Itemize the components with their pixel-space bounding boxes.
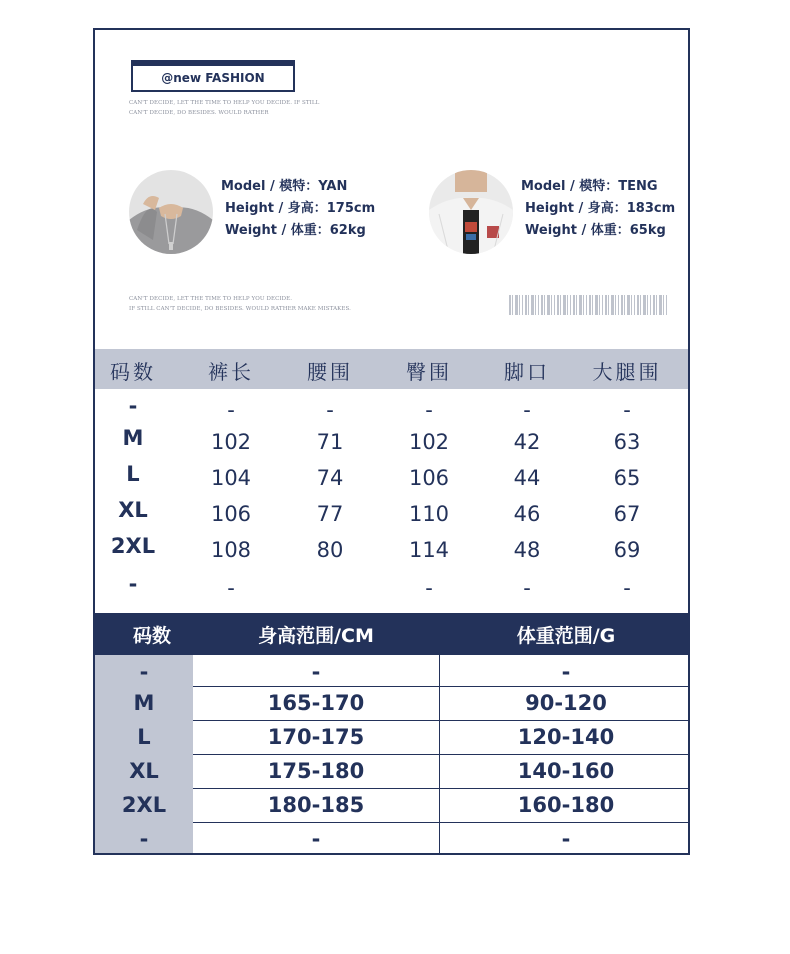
fit-row-divider	[193, 720, 690, 721]
fit-cell: 2XL	[121, 793, 167, 817]
model-height-yan: Height / 身高：175cm	[225, 201, 376, 216]
size-cell: 104	[210, 466, 252, 490]
tagline-top-line-2: CAN'T DECIDE, DO BESIDES. WOULD RATHER	[129, 110, 269, 116]
tagline-bottom	[129, 294, 351, 314]
size-cell: 42	[513, 430, 541, 454]
model-photo-yan	[129, 170, 213, 254]
fit-row-divider	[193, 822, 690, 823]
fit-header-height: 身高范围/CM	[258, 625, 374, 647]
size-chart-card	[93, 28, 690, 855]
size-cell: -	[623, 576, 631, 600]
fit-cell: 90-120	[525, 691, 607, 715]
size-cell: 71	[316, 430, 344, 454]
fit-cell: -	[561, 827, 571, 851]
fit-row-divider	[193, 754, 690, 755]
size-cell: 44	[513, 466, 541, 490]
brand-name: @new FASHION	[161, 71, 265, 85]
tagline-bottom-line-2: IF STILL CAN'T DECIDE, DO BESIDES. WOULD RATHER MAKE MISTAKES.	[129, 306, 352, 312]
model-photo-teng-image	[429, 170, 513, 254]
fit-cell: 170-175	[267, 725, 365, 749]
model-photo-teng	[429, 170, 513, 254]
size-cell: -	[326, 398, 334, 422]
tagline-top-line-1: CAN'T DECIDE, LET THE TIME TO HELP YOU DECIDE. IF STILL	[129, 100, 320, 106]
size-cell: 110	[408, 502, 450, 526]
model-card-yan	[129, 170, 375, 254]
fit-header-weight: 体重范围/G	[516, 625, 616, 647]
size-cell: 48	[513, 538, 541, 562]
size-cell: -	[425, 398, 433, 422]
size-cell: 2XL	[110, 534, 156, 558]
model-photo-yan-image	[129, 170, 213, 254]
size-header-length: 裤长	[208, 360, 254, 384]
size-cell: -	[227, 398, 235, 422]
model-height-teng: Height / 身高：183cm	[525, 201, 676, 216]
fit-cell: L	[137, 725, 151, 749]
size-cell: 65	[613, 466, 641, 490]
size-cell: 102	[408, 430, 450, 454]
fit-cell: -	[561, 660, 571, 684]
size-cell: 114	[408, 538, 450, 562]
fit-cell: 175-180	[267, 759, 365, 783]
model-name-yan: Model / 模特：YAN	[221, 179, 348, 194]
fit-cell: -	[311, 827, 321, 851]
size-cell: -	[128, 394, 138, 418]
size-cell: -	[128, 572, 138, 596]
size-cell: 69	[613, 538, 641, 562]
fit-cell: 120-140	[517, 725, 615, 749]
size-header-thigh: 大腿围	[592, 360, 662, 384]
size-header-waist: 腰围	[307, 360, 353, 384]
size-cell: 67	[613, 502, 641, 526]
size-cell: XL	[118, 498, 148, 522]
size-cell: 106	[408, 466, 450, 490]
size-cell: M	[122, 426, 144, 450]
fit-cell: XL	[129, 759, 159, 783]
size-header-leg-opening: 脚口	[504, 360, 550, 384]
size-cell: 102	[210, 430, 252, 454]
model-info-yan	[221, 176, 375, 242]
barcode	[509, 295, 667, 315]
size-cell: -	[523, 398, 531, 422]
fit-row-divider	[193, 686, 690, 687]
size-cell: 106	[210, 502, 252, 526]
model-weight-yan: Weight / 体重：62kg	[225, 223, 366, 238]
size-cell: -	[623, 398, 631, 422]
size-header-size: 码数	[110, 360, 156, 384]
fit-header-size: 码数	[132, 625, 171, 647]
fit-cell: 165-170	[267, 691, 365, 715]
fit-cell: 180-185	[267, 793, 365, 817]
size-cell: -	[425, 576, 433, 600]
size-cell: 63	[613, 430, 641, 454]
size-cell: 108	[210, 538, 252, 562]
tagline-bottom-line-1: CAN'T DECIDE, LET THE TIME TO HELP YOU DECIDE.	[129, 296, 293, 302]
size-cell: L	[126, 462, 140, 486]
size-cell: 46	[513, 502, 541, 526]
fit-cell: -	[311, 660, 321, 684]
brand-logo	[131, 64, 295, 92]
fit-cell: M	[133, 691, 155, 715]
fit-cell: 160-180	[517, 793, 615, 817]
fit-cell: -	[139, 827, 149, 851]
model-card-teng	[429, 170, 675, 254]
size-cell: -	[227, 576, 235, 600]
size-cell: 74	[316, 466, 344, 490]
model-info-teng	[521, 176, 675, 242]
fit-cell: 140-160	[517, 759, 615, 783]
fit-cell: -	[139, 660, 149, 684]
tagline-top	[129, 98, 319, 118]
model-name-teng: Model / 模特：TENG	[521, 179, 658, 194]
size-header-hip: 臀围	[406, 360, 452, 384]
size-cell: -	[523, 576, 531, 600]
size-cell: 77	[316, 502, 344, 526]
size-cell: 80	[316, 538, 344, 562]
fit-row-divider	[193, 788, 690, 789]
model-weight-teng: Weight / 体重：65kg	[525, 223, 666, 238]
